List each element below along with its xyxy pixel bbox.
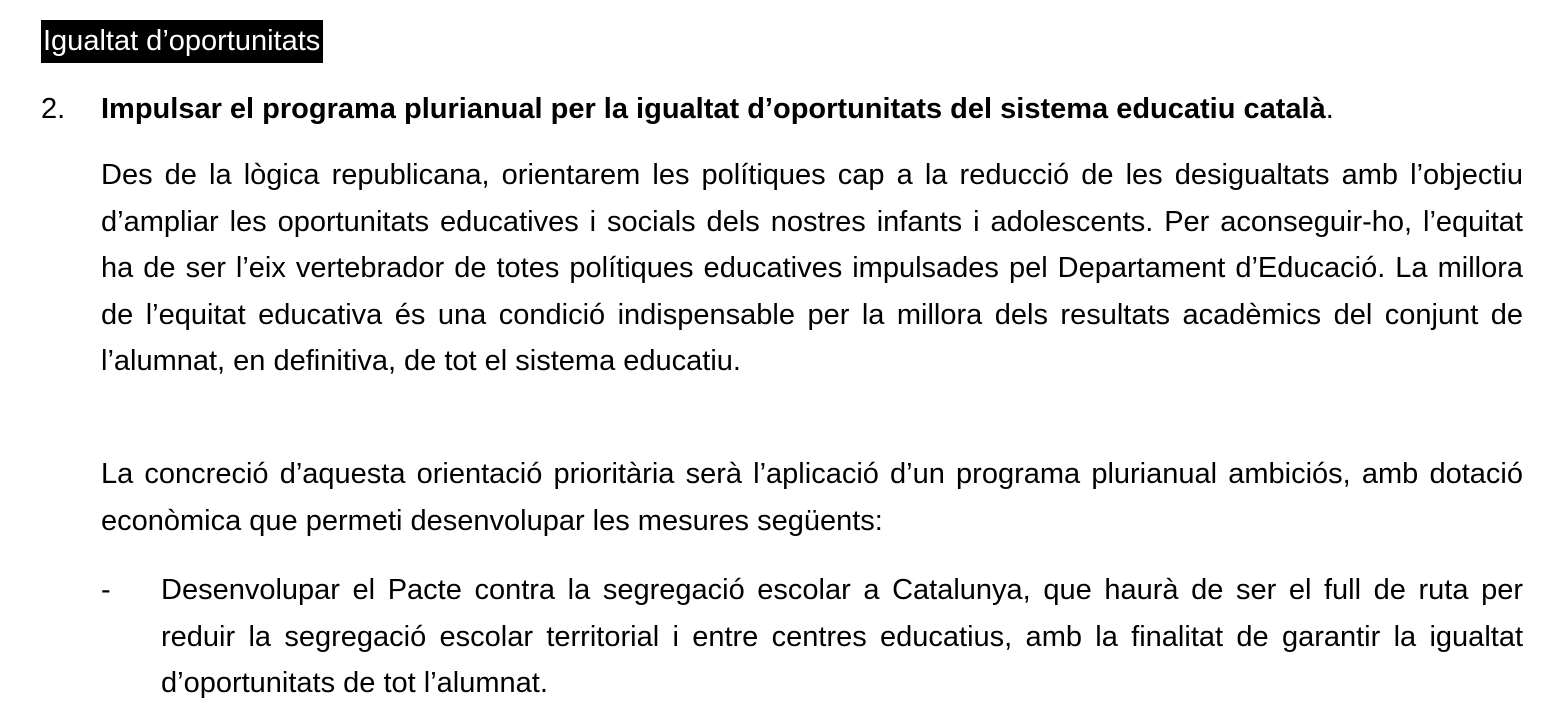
bullet-marker: - [101,574,111,606]
paragraph-equity: Des de la lògica republicana, orientarem les polítiques cap a la reducció de les desigualtats amb l’objectiu d’ampliar les oportunitats educatives i socials dels nostres infants i adolescents. Per aconseguir-ho, l’equitat ha de ser l’eix vertebrador de totes polítiques educatives impulsades pel Departament d’Educació. La millora de l’equitat educativa és una condició indispensable per la millora dels resultats acadèmics del conjunt de l’alumnat, en definitiva, de tot el sistema educatiu. [101,159,1523,377]
item-title-period: . [1325,93,1334,125]
item-title-bold: Impulsar el programa plurianual per la igualtat d’oportunitats del sistema educatiu català [101,93,1326,125]
item-number: 2. [41,93,66,125]
item-title [101,86,1334,132]
section-heading: Igualtat d’oportunitats [41,20,323,63]
paragraph-program: La concreció d’aquesta orientació prioritària serà l’aplicació d’un programa plurianual ambiciós, amb dotació econòmica que permeti desenvolupar les mesures següents: [101,458,1523,537]
bullet-segregation-pact: Desenvolupar el Pacte contra la segregació escolar a Catalunya, que haurà de ser el full de ruta per reduir la segregació escolar territorial i entre centres educatius, amb la finalitat de garantir la igualtat d’oportunitats de tot l’alumnat. [161,574,1523,699]
